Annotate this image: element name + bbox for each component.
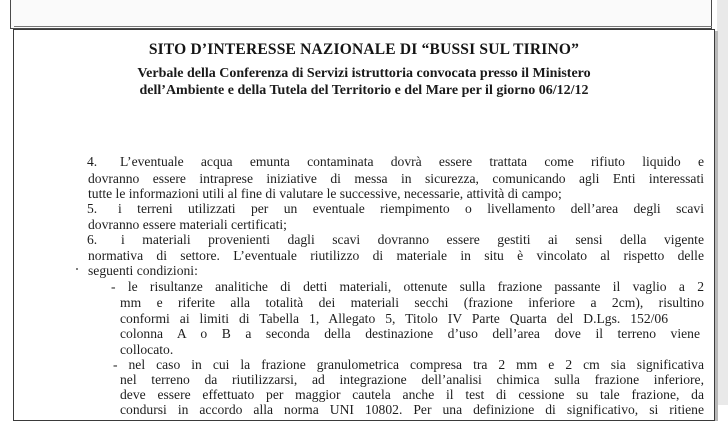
previous-page-edge — [10, 0, 712, 29]
item-line: tutte le informazioni utili al fine di valutare le successive, necessarie, attività di campo; — [88, 186, 562, 201]
viewer-margin — [717, 0, 728, 405]
item-line: dovranno essere intraprese iniziative di messa in sicurezza, comunicando agli Enti interessati — [88, 171, 704, 186]
item-line: normativa di settore. L’eventuale riutilizzo di materiale in situ è vincolato al rispetto delle — [88, 248, 704, 263]
condition-line: condursi in accordo alla norma UNI 10802. Per una definizione di significativo, si ritiene — [120, 402, 704, 417]
item-line: i materiali provenienti dagli scavi dovranno essere gestiti ai sensi della vigente — [121, 232, 704, 247]
condition-line: deve essere effettuato per maggior cautela anche il test di cessione su tale frazione, da — [120, 387, 704, 402]
condition-line: colonna A o B a seconda della destinazione d’uso dell’area dove il terreno viene — [120, 326, 700, 341]
condition-line: conformi ai limiti di Tabella 1, Allegato 5, Titolo IV Parte Quarta del D.Lgs. 152/06 — [120, 311, 668, 326]
item-line: dovranno essere materiali certificati; — [88, 217, 287, 232]
condition-line: - le risultanze analitiche di detti materiali, ottenute sulla frazione passante il vaglio a 2 — [111, 279, 704, 294]
item-number: 6. — [87, 232, 98, 247]
item-number: 5. — [87, 201, 98, 216]
condition-line: collocato. — [120, 342, 174, 357]
condition-line: nel terreno da riutilizzarsi, ad integrazione dell’analisi chimica sulla frazione inferiore, — [120, 372, 704, 387]
scan-speck — [76, 268, 78, 270]
condition-line: - nel caso in cui la frazione granulometrica compresa tra 2 mm e 2 cm sia significativa — [113, 357, 704, 372]
document-subtitle-line-1: Verbale della Conferenza di Servizi istruttoria convocata presso il Ministero — [137, 66, 591, 81]
item-number: 4. — [87, 154, 98, 169]
page-divider — [14, 26, 712, 27]
document-title: SITO D’INTERESSE NAZIONALE DI “BUSSI SUL TIRINO” — [148, 41, 580, 58]
condition-line: mm e riferite alla totalità dei materiali secchi (frazione inferiore a 2cm), risultino — [120, 295, 704, 310]
document-subtitle-line-2: dell’Ambiente e della Tutela del Territorio e del Mare per il giorno 06/12/12 — [139, 83, 589, 98]
item-line: L’eventuale acqua emunta contaminata dovrà essere trattata come rifiuto liquido e — [120, 154, 704, 169]
item-line: i terreni utilizzati per un eventuale riempimento o livellamento dell’area degli scavi — [118, 201, 704, 216]
item-line: seguenti condizioni: — [88, 263, 198, 278]
